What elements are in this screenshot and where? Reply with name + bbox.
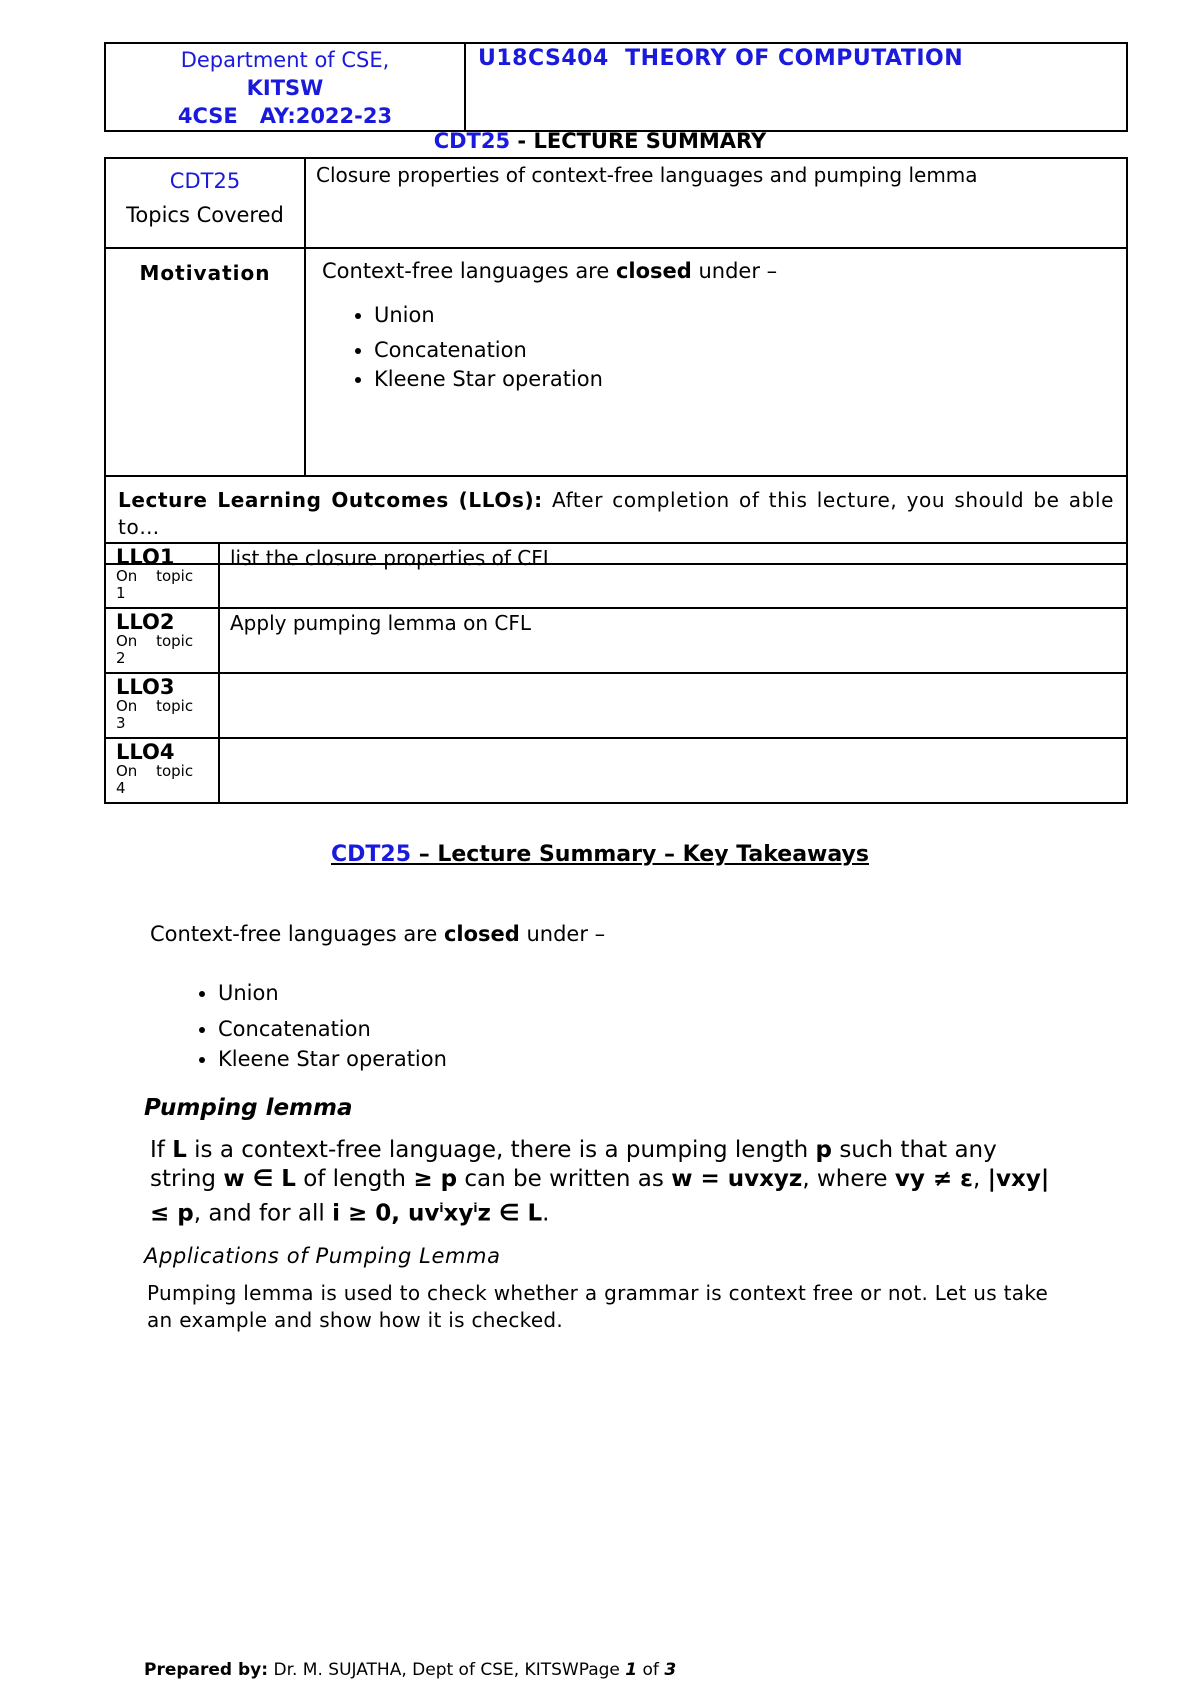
table-row: [105, 738, 1127, 803]
takeaways-intro-text: Context-free languages are: [150, 922, 444, 946]
pl-text: , where: [802, 1166, 895, 1192]
page-footer: [144, 1660, 676, 1680]
summary-table: [104, 157, 1128, 565]
department-cell: [105, 43, 465, 131]
pl-bold: p: [815, 1137, 833, 1163]
pl-text: , and for all: [193, 1200, 333, 1227]
llo-id: LLO2: [116, 610, 175, 634]
footer-page-word: Page: [578, 1660, 626, 1680]
table-row: [105, 673, 1127, 738]
llo-id: LLO4: [116, 740, 175, 764]
table-row: [105, 608, 1127, 673]
llo-topic: On topic 4: [116, 762, 194, 797]
motivation-list: [322, 301, 1126, 394]
topics-code: CDT25: [169, 169, 241, 193]
page-total: 3: [664, 1660, 677, 1680]
llo-topic: On topic 3: [116, 697, 194, 732]
list-item: • Union: [218, 978, 447, 1008]
pl-bold: L: [172, 1137, 187, 1163]
list-item: • Concatenation: [218, 1014, 447, 1044]
takeaways-title-text: – Lecture Summary – Key Takeaways: [411, 842, 869, 867]
applications-heading: Applications of Pumping Lemma: [144, 1244, 501, 1268]
llo-heading-bold: Lecture Learning Outcomes (LLOs):: [118, 488, 543, 512]
key-takeaways-title: [0, 842, 1200, 867]
applications-body: Pumping lemma is used to check whether a grammar is context free or not. Let us take an example and show how it is checked.: [147, 1281, 1049, 1332]
department-name: Department of CSE,: [180, 48, 390, 72]
pumping-lemma-statement: [150, 1136, 1070, 1229]
takeaways-intro-end: under –: [519, 922, 606, 946]
llo-heading-text: After completion of this lecture, you should be able to…: [118, 488, 1115, 539]
footer-of-word: of: [637, 1660, 665, 1680]
course-title: U18CS404 THEORY OF COMPUTATION: [478, 46, 964, 71]
pl-text: such that any string: [150, 1137, 997, 1192]
topics-label-cell: [105, 158, 305, 248]
page-number: 1: [625, 1660, 638, 1680]
course-cell: [465, 43, 1127, 131]
llo-table: [104, 542, 1128, 804]
pl-bold: vy ≠ ε: [894, 1166, 973, 1192]
motivation-label: Motivation: [105, 248, 305, 476]
llo-id: LLO1: [116, 545, 175, 569]
institute-name: KITSW: [246, 76, 324, 100]
lecture-summary-title: [0, 129, 1200, 153]
pl-superscript: i: [439, 1201, 444, 1215]
motivation-intro-end: under –: [691, 259, 778, 283]
footer-label: Prepared by:: [144, 1660, 269, 1680]
pl-bold: z ∈ L: [477, 1200, 543, 1227]
llo-topic: On topic 1: [116, 567, 194, 602]
takeaways-code: CDT25: [331, 842, 412, 867]
llo-text: [219, 673, 1127, 738]
table-row: [105, 543, 1127, 608]
pl-text: .: [542, 1200, 550, 1227]
pl-bold: w = uvxyz: [671, 1166, 803, 1192]
list-item: • Concatenation: [374, 336, 1126, 365]
class-year: 4CSE AY:2022-23: [177, 104, 393, 128]
pl-bold: ≥ p: [413, 1166, 458, 1192]
llo-id: LLO3: [116, 675, 175, 699]
llo-text: [219, 738, 1127, 803]
topics-covered-label: Topics Covered: [126, 203, 284, 227]
takeaways-list: [150, 978, 447, 1074]
topics-text: Closure properties of context-free languages and pumping lemma: [305, 158, 1127, 248]
pl-bold: |vxy| ≤ p: [150, 1166, 1050, 1227]
motivation-intro: [322, 259, 1126, 283]
summary-code: CDT25: [433, 129, 511, 153]
pl-bold: w ∈ L: [223, 1166, 296, 1192]
list-item: • Kleene Star operation: [218, 1044, 447, 1074]
motivation-cell: [305, 248, 1127, 476]
pl-superscript: i: [473, 1201, 478, 1215]
pl-text: ,: [972, 1166, 988, 1192]
takeaways-intro: [150, 922, 605, 946]
list-item: • Kleene Star operation: [374, 365, 1126, 394]
header-table: [104, 42, 1128, 132]
pl-text: If: [150, 1137, 173, 1163]
pl-text: is a context-free language, there is a pumping length: [186, 1137, 816, 1163]
llo-topic: On topic 2: [116, 632, 194, 667]
takeaways-intro-bold: closed: [443, 922, 520, 946]
pl-text: can be written as: [457, 1166, 672, 1192]
summary-title-text: - LECTURE SUMMARY: [510, 129, 767, 153]
llo-text: list the closure properties of CFL: [219, 543, 1127, 608]
pl-bold: i ≥ 0, uv: [332, 1200, 440, 1227]
motivation-intro-text: Context-free languages are: [322, 259, 616, 283]
llo-text: Apply pumping lemma on CFL: [219, 608, 1127, 673]
list-item: • Union: [374, 301, 1126, 330]
footer-author: Dr. M. SUJATHA, Dept of CSE, KITSW: [268, 1660, 579, 1680]
motivation-intro-bold: closed: [615, 259, 692, 283]
pl-bold: xy: [443, 1200, 474, 1227]
pumping-lemma-heading: Pumping lemma: [144, 1095, 353, 1121]
pl-text: of length: [295, 1166, 414, 1192]
